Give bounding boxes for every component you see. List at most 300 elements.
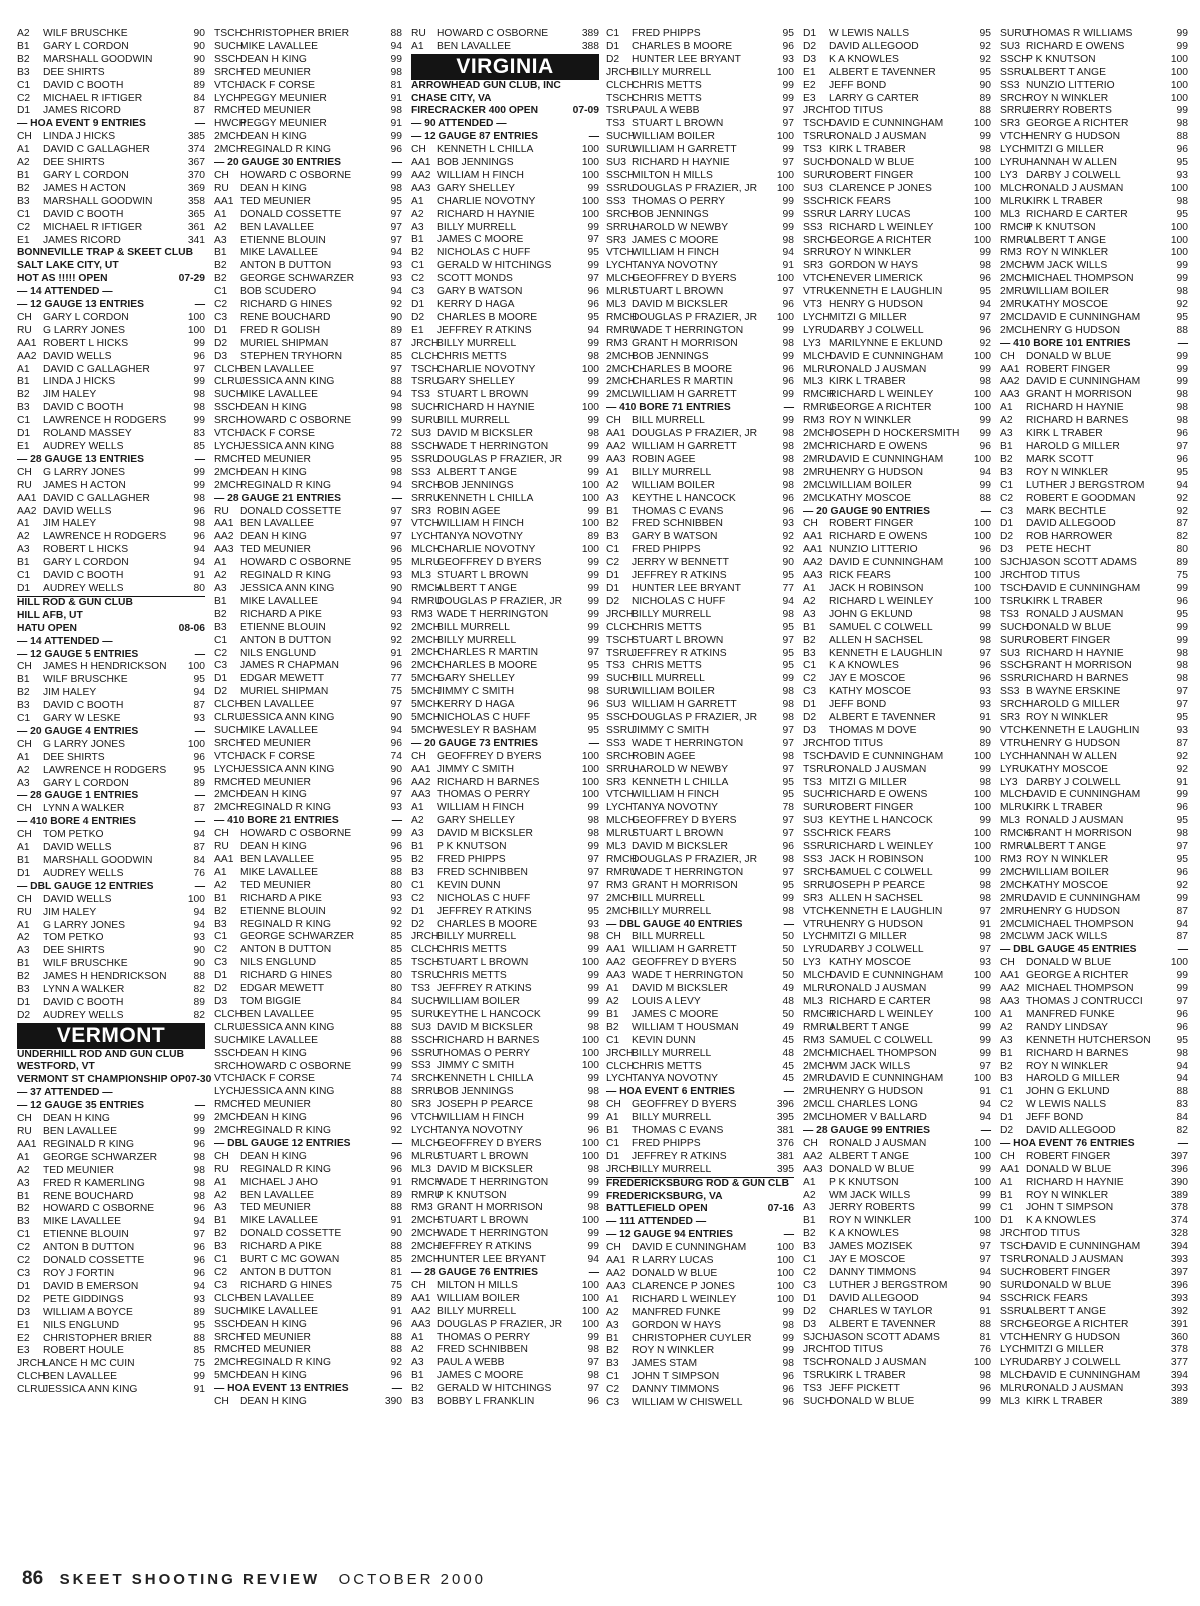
shooter-name: JESSICA ANN KING [43, 1384, 138, 1396]
score: 100 [973, 1215, 991, 1227]
result-row [17, 93, 205, 106]
result-row [803, 1332, 991, 1345]
result-row [411, 312, 599, 325]
shooter-name: GEOFFREY D BYERS [437, 750, 542, 762]
result-row [17, 351, 205, 364]
result-row [411, 531, 599, 544]
result-row [214, 1215, 402, 1228]
class-code: AA2 [803, 1150, 823, 1162]
score: 90 [193, 53, 205, 65]
class-code: SR3 [1000, 712, 1021, 724]
class-code: SURU [1000, 634, 1030, 646]
result-row [803, 1267, 991, 1280]
score: 88 [1176, 131, 1188, 143]
class-code: RMRU [803, 402, 834, 414]
shooter-name: WM JACK WILLS [829, 1189, 911, 1201]
score: 100 [1170, 66, 1188, 78]
class-code: RMCH [214, 453, 245, 465]
shooter-name: BILLY MURRELL [632, 466, 712, 478]
result-row [803, 777, 991, 790]
class-code: B3 [214, 1241, 227, 1253]
result-row [411, 583, 599, 596]
result-row [17, 842, 205, 855]
class-code: TSRU [606, 105, 635, 117]
score: 100 [581, 1292, 599, 1304]
heading-suffix: — [194, 816, 205, 828]
shooter-name: WILF BRUSCHKE [43, 28, 128, 39]
result-row [17, 1152, 205, 1165]
result-row [17, 855, 205, 868]
shooter-name: DAVID ALLEGOOD [1026, 1125, 1116, 1137]
shooter-name: RICHARD L WEINLEY [829, 1008, 934, 1020]
result-row [606, 712, 794, 725]
result-row [1000, 1190, 1188, 1203]
result-row [214, 660, 402, 673]
class-code: CH [214, 1396, 229, 1408]
shooter-name: JESSICA ANN KING [240, 763, 335, 775]
result-row [411, 854, 599, 867]
result-row [17, 131, 205, 144]
heading-text: — 410 BORE 71 ENTRIES [606, 402, 731, 414]
result-row [803, 1190, 991, 1203]
shooter-name: DEAN H KING [240, 1396, 307, 1408]
shooter-name: KENNETH E LAUGHLIN [829, 905, 943, 917]
class-code: RM3 [803, 1034, 825, 1046]
class-code: A1 [411, 802, 424, 814]
class-code: CH [17, 803, 32, 815]
class-code: AA3 [411, 182, 431, 194]
score: 92 [1176, 750, 1188, 762]
club-heading [17, 273, 205, 286]
score: 88 [390, 28, 402, 39]
shooter-name: CHRISTOPHER BRIER [240, 28, 350, 39]
class-code: 5MCH [411, 699, 441, 711]
score: 394 [1170, 1241, 1188, 1253]
shooter-name: DOUGLAS P FRAZIER, JR [437, 595, 563, 607]
class-code: B3 [17, 402, 30, 414]
shooter-name: DONALD W BLUE [1026, 350, 1112, 362]
score: 97 [587, 892, 599, 904]
score: 100 [973, 350, 991, 362]
result-row [214, 764, 402, 777]
shooter-name: JACK H ROBINSON [829, 854, 924, 865]
result-row [803, 570, 991, 583]
class-code: 2MCH [606, 376, 636, 388]
score: 100 [973, 1137, 991, 1149]
class-code: SS3 [606, 737, 626, 749]
score: 100 [581, 144, 599, 156]
class-code: 2MRU [803, 1073, 833, 1085]
state-banner: VIRGINIA [411, 54, 599, 80]
shooter-name: JAMES STAM [632, 1358, 698, 1370]
score: 99 [587, 389, 599, 401]
shooter-name: BEN LAVALLEE [240, 1292, 315, 1304]
class-code: SR3 [411, 505, 432, 517]
shooter-name: HENRY G HUDSON [829, 466, 924, 478]
score: 95 [1176, 712, 1188, 724]
score: 96 [782, 505, 794, 517]
result-row [411, 1138, 599, 1151]
score: 97 [390, 699, 402, 711]
class-code: A1 [214, 208, 227, 220]
class-code: CLCH [214, 1008, 243, 1020]
result-row [803, 1138, 991, 1151]
result-row [1000, 1267, 1188, 1280]
shooter-name: CLARENCE P JONES [632, 1280, 735, 1292]
class-code: B1 [17, 958, 30, 970]
result-row [214, 777, 402, 790]
score: 100 [1170, 182, 1188, 194]
heading-text: FIRECRACKER 400 OPEN [411, 105, 539, 117]
result-row [1000, 1383, 1188, 1396]
result-row [411, 944, 599, 957]
heading-suffix: — [391, 157, 402, 169]
score: 99 [979, 1163, 991, 1175]
class-code: B3 [214, 621, 227, 633]
score: 99 [979, 866, 991, 878]
class-code: B3 [17, 195, 30, 207]
class-code: D1 [803, 28, 817, 39]
shooter-name: ROBERT FINGER [1026, 363, 1111, 375]
class-code: A3 [1000, 1034, 1013, 1046]
score: 99 [782, 144, 794, 156]
score: 392 [1170, 1305, 1188, 1317]
shooter-name: NILS ENGLUND [240, 957, 317, 969]
score: 95 [390, 854, 402, 865]
shooter-name: HAROLD G MILLER [1026, 1073, 1120, 1085]
result-row [411, 247, 599, 260]
shooter-name: K A KNOWLES [829, 53, 899, 65]
result-row [803, 1035, 991, 1048]
class-code: RMRU [606, 866, 637, 878]
result-row [1000, 983, 1188, 996]
shooter-name: KENNETH L CHILLA [437, 1073, 534, 1085]
class-code: SRCH [803, 234, 833, 246]
score: 96 [390, 1112, 402, 1124]
class-code: D1 [17, 867, 31, 879]
score: 93 [782, 53, 794, 65]
result-row [1000, 247, 1188, 260]
result-row [17, 196, 205, 209]
score: 100 [973, 970, 991, 982]
shooter-name: ROBERT L HICKS [43, 337, 129, 349]
result-row [606, 1358, 794, 1371]
class-code: SUCH [1000, 621, 1030, 633]
class-code: A1 [214, 866, 227, 878]
shooter-name: LARRY G CARTER [829, 92, 919, 104]
shooter-name: AUDREY WELLS [43, 582, 124, 594]
class-code: A2 [214, 1189, 227, 1201]
shooter-name: JACK F CORSE [240, 79, 315, 91]
class-code: RM3 [1000, 247, 1022, 259]
class-code: TS3 [803, 776, 822, 788]
shooter-name: ALLEN H SACHSEL [829, 892, 923, 904]
score: 100 [581, 1060, 599, 1072]
score: 96 [979, 441, 991, 452]
class-code: D2 [411, 918, 425, 930]
score: 100 [973, 208, 991, 220]
shooter-name: LAWRENCE H RODGERS [43, 764, 167, 776]
score: 48 [782, 1047, 794, 1059]
score: 80 [390, 983, 402, 995]
score: 100 [581, 479, 599, 491]
shooter-name: WILLIAM H FINCH [437, 518, 524, 530]
result-row [1000, 1357, 1188, 1370]
club-heading [606, 1191, 794, 1204]
shooter-name: STUART L BROWN [437, 570, 529, 582]
result-row [803, 364, 991, 377]
score: 96 [587, 1396, 599, 1408]
score: 99 [1176, 376, 1188, 388]
shooter-name: DONALD COSSETTE [240, 1228, 342, 1240]
result-row [214, 983, 402, 996]
result-row [803, 157, 991, 170]
result-row [214, 996, 402, 1009]
shooter-name: BOB SCUDERO [240, 286, 317, 298]
shooter-name: ROY N WINKLER [1026, 712, 1109, 724]
shooter-name: DAVID E CUNNINGHAM [1026, 582, 1141, 594]
shooter-name: JERRY ROBERTS [1026, 105, 1112, 117]
result-row [803, 428, 991, 441]
result-row [1000, 196, 1188, 209]
shooter-name: GRANT H MORRISON [1026, 389, 1132, 401]
shooter-name: GARY L CORDON [43, 777, 129, 789]
score: 100 [581, 1279, 599, 1291]
shooter-name: MIKE LAVALLEE [240, 1215, 319, 1227]
class-code: SJCH [803, 1331, 830, 1343]
result-row [606, 493, 794, 506]
class-code: D2 [214, 337, 228, 349]
shooter-name: ROY N WINKLER [1026, 854, 1109, 865]
heading-suffix: — [194, 453, 205, 465]
class-code: 2MRU [1000, 299, 1030, 311]
score: 96 [782, 1371, 794, 1383]
shooter-name: WILLIAM T HOUSMAN [632, 1021, 739, 1033]
class-code: RMCH [1000, 221, 1031, 233]
score: 99 [979, 247, 991, 259]
result-row [606, 841, 794, 854]
class-code: RMRU [1000, 841, 1031, 853]
score: 94 [193, 687, 205, 699]
shooter-name: TED MEUNIER [240, 105, 311, 117]
result-row [411, 777, 599, 790]
score: 74 [390, 1073, 402, 1085]
event-heading [17, 454, 205, 467]
shooter-name: KERRY D HAGA [437, 299, 515, 311]
score: 100 [776, 66, 794, 78]
shooter-name: RONALD J AUSMAN [829, 763, 927, 775]
class-code: A2 [411, 1344, 424, 1356]
class-code: A3 [411, 828, 424, 840]
score: 98 [782, 1319, 794, 1331]
shooter-name: CHRIS METTS [632, 660, 702, 672]
result-row [214, 596, 402, 609]
result-row [803, 1099, 991, 1112]
result-row [1000, 493, 1188, 506]
class-code: D2 [17, 1009, 31, 1021]
shooter-name: DONALD W BLUE [632, 1268, 718, 1279]
class-code: AA3 [1000, 389, 1020, 401]
score: 90 [979, 79, 991, 91]
class-code: 2MCH [411, 1254, 441, 1266]
heading-text: — 410 BORE 101 ENTRIES [1000, 337, 1131, 349]
class-code: A2 [214, 879, 227, 891]
class-code: ML3 [411, 570, 432, 582]
result-row [411, 635, 599, 648]
score: 85 [390, 1254, 402, 1266]
event-heading [411, 738, 599, 751]
shooter-name: MARSHALL GOODWIN [43, 53, 153, 65]
class-code: C1 [17, 570, 31, 582]
class-code: D2 [803, 712, 817, 724]
shooter-name: WILLIAM A BOYCE [43, 1306, 133, 1318]
result-row [606, 686, 794, 699]
class-code: SS3 [411, 466, 431, 478]
heading-text: — HOA EVENT 76 ENTRIES [1000, 1137, 1135, 1149]
shooter-name: DEAN H KING [240, 53, 307, 65]
shooter-name: W LEWIS NALLS [829, 28, 910, 39]
score: 97 [587, 647, 599, 659]
shooter-name: WILLIAM H FINCH [437, 169, 524, 181]
result-row [214, 67, 402, 80]
class-code: CLCH [214, 1292, 243, 1304]
class-code: E1 [803, 66, 816, 78]
shooter-name: JIMMY C SMITH [437, 686, 515, 698]
shooter-name: THOMAS M DOVE [829, 724, 917, 736]
class-code: TSCH [803, 750, 832, 762]
score: 99 [1176, 363, 1188, 375]
event-heading [17, 636, 205, 649]
class-code: SU3 [411, 428, 432, 440]
result-row [803, 1383, 991, 1396]
shooter-name: KIRK L TRABER [1026, 595, 1103, 607]
result-row [1000, 815, 1188, 828]
result-row [17, 1165, 205, 1178]
class-code: 2MCL [803, 492, 831, 504]
result-row [411, 789, 599, 802]
result-row [1000, 609, 1188, 622]
score: 98 [782, 479, 794, 491]
result-row [606, 131, 794, 144]
score: 88 [193, 971, 205, 983]
shooter-name: DONALD COSSETTE [43, 1255, 145, 1267]
result-row [606, 557, 794, 570]
shooter-name: FRED PHIPPS [632, 544, 701, 556]
class-code: VTCH [803, 905, 832, 917]
score: 94 [193, 1216, 205, 1228]
class-code: SRCH [214, 415, 244, 427]
shooter-name: DEE SHIRTS [43, 751, 105, 763]
score: 99 [193, 1113, 205, 1125]
class-code: SU3 [803, 815, 824, 827]
shooter-name: NICHOLAS C HUFF [437, 247, 531, 259]
score: 100 [776, 1293, 794, 1305]
class-code: C1 [606, 544, 620, 556]
shooter-name: KIRK L TRABER [1026, 802, 1103, 814]
class-code: AA3 [606, 970, 626, 982]
class-code: 2MCH [803, 428, 833, 440]
shooter-name: DAVID C GALLAGHER [43, 492, 150, 504]
shooter-name: MURIEL SHIPMAN [240, 686, 329, 698]
result-row [411, 518, 599, 531]
result-row [606, 105, 794, 118]
class-code: A3 [17, 777, 30, 789]
score: 99 [782, 195, 794, 207]
class-code: D1 [606, 1150, 620, 1162]
shooter-name: RICHARD L WEINLEY [829, 389, 934, 401]
club-heading [17, 610, 205, 623]
result-row [17, 971, 205, 984]
result-row [1000, 686, 1188, 699]
class-code: A2 [214, 570, 227, 582]
score: 99 [782, 415, 794, 427]
score: 92 [1176, 492, 1188, 504]
class-code: CH [214, 169, 229, 181]
score: 99 [587, 634, 599, 646]
class-code: C1 [17, 713, 31, 725]
shooter-name: JEFFREY R ATKINS [437, 983, 532, 995]
result-row [17, 415, 205, 428]
score: 84 [193, 855, 205, 866]
heading-text: — HOA EVENT 9 ENTRIES [17, 118, 146, 130]
shooter-name: STUART L BROWN [437, 389, 529, 401]
class-code: SS3 [411, 1060, 431, 1072]
heading-text: HOT AS !!!!! OPEN [17, 273, 108, 285]
class-code: MLCH [411, 1137, 441, 1149]
shooter-name: PAUL A WEBB [632, 105, 700, 117]
class-code: 2MCH [803, 441, 833, 452]
class-code: RU [411, 28, 426, 39]
shooter-name: MITZI G MILLER [1026, 1344, 1104, 1356]
class-code: JRCH [606, 1163, 634, 1175]
result-row [411, 286, 599, 299]
shooter-name: GEORGE A RICHTER [1026, 1318, 1129, 1330]
result-row [214, 570, 402, 583]
class-code: B1 [214, 595, 227, 607]
class-code: TSRU [803, 763, 832, 775]
heading-text: WESTFORD, VT [17, 1061, 95, 1073]
shooter-name: SAMUEL C COLWELL [829, 621, 933, 633]
score: 100 [776, 1268, 794, 1279]
score: 389 [581, 28, 599, 39]
result-row [411, 325, 599, 338]
shooter-name: STUART L BROWN [632, 118, 724, 130]
class-code: D2 [1000, 531, 1014, 543]
class-code: CLRU [214, 376, 243, 388]
shooter-name: BEN LAVALLEE [240, 363, 315, 375]
class-code: C2 [803, 673, 817, 685]
result-row [17, 364, 205, 377]
score: 99 [782, 1332, 794, 1344]
class-code: MLRU [803, 983, 833, 995]
shooter-name: DAVID E CUNNINGHAM [1026, 892, 1141, 904]
score: 99 [587, 466, 599, 478]
result-row [606, 222, 794, 235]
shooter-name: JIM HALEY [43, 906, 97, 918]
result-row [803, 1048, 991, 1061]
score: 95 [782, 28, 794, 39]
score: 391 [1170, 1318, 1188, 1330]
shooter-name: WILLIAM H GARRETT [632, 389, 737, 401]
shooter-name: MARK SCOTT [1026, 453, 1094, 465]
score: 99 [390, 131, 402, 143]
result-row [17, 1010, 205, 1023]
class-code: 2MCH [606, 363, 636, 375]
issue-date: OCTOBER 2000 [338, 1571, 487, 1588]
class-code: SUCH [606, 131, 636, 143]
class-code: LYCH [803, 311, 830, 323]
shooter-name: DONALD W BLUE [829, 1396, 915, 1408]
